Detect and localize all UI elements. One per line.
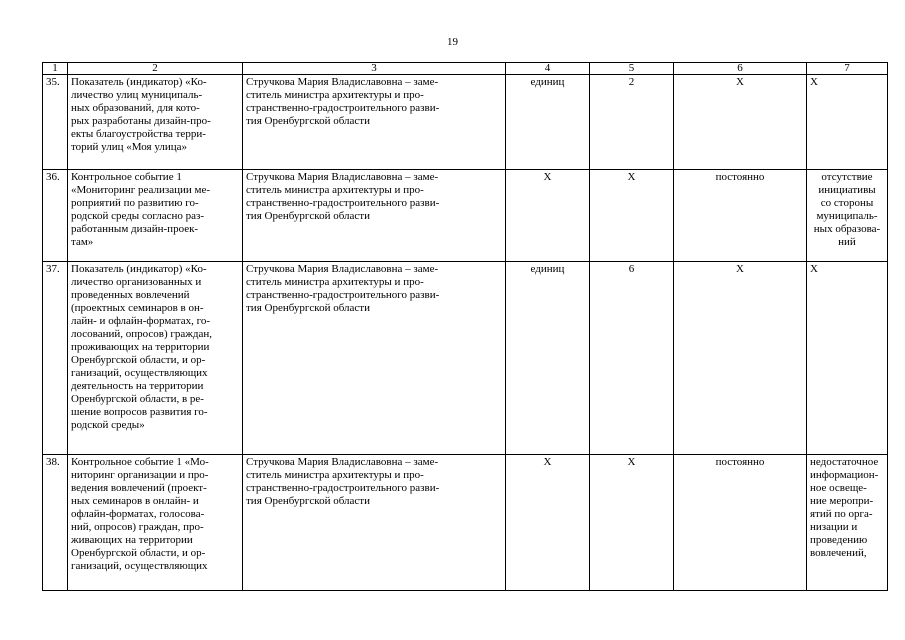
value-cell: X <box>590 170 674 262</box>
column-header: 1 <box>43 63 68 75</box>
risk-cell: X <box>807 262 888 455</box>
column-header: 3 <box>243 63 506 75</box>
table-row <box>43 75 888 170</box>
value-cell: 2 <box>590 75 674 170</box>
period-cell: X <box>674 75 807 170</box>
value-cell: X <box>590 455 674 591</box>
table-row <box>43 455 888 591</box>
item-description: Контрольное событие 1 «Мониторинг реализации ме- роприятий по развитию го- родской среды согласно раз- работанным дизайн-проек- там» <box>68 170 243 262</box>
period-cell: постоянно <box>674 170 807 262</box>
column-header: 6 <box>674 63 807 75</box>
risk-cell: отсутствие инициативы со стороны муниципаль- ных образова- ний <box>807 170 888 262</box>
unit-cell: единиц <box>506 262 590 455</box>
period-cell: постоянно <box>674 455 807 591</box>
risk-cell: недостаточное информацион- ное освеще- ние меропри- ятий по орга- низации и проведению вовлечений, <box>807 455 888 591</box>
item-description: Показатель (индикатор) «Ко- личество улиц муниципаль- ных образований, для кото- рых разработаны дизайн-про- екты благоустройства терри- торий улиц «Моя улица» <box>68 75 243 170</box>
document-table <box>42 62 888 591</box>
table-row <box>43 262 888 455</box>
responsible-person: Стручкова Мария Владиславовна – заме- ститель министра архитектуры и про- странственно-градостроительного разви- тия Оренбургской области <box>243 75 506 170</box>
table-header-row <box>43 63 888 75</box>
responsible-person: Стручкова Мария Владиславовна – заме- ститель министра архитектуры и про- странственно-градостроительного разви- тия Оренбургской области <box>243 170 506 262</box>
responsible-person: Стручкова Мария Владиславовна – заме- ститель министра архитектуры и про- странственно-градостроительного разви- тия Оренбургской области <box>243 455 506 591</box>
column-header: 5 <box>590 63 674 75</box>
table-row <box>43 170 888 262</box>
row-number: 36. <box>43 170 68 262</box>
responsible-person: Стручкова Мария Владиславовна – заме- ститель министра архитектуры и про- странственно-градостроительного разви- тия Оренбургской области <box>243 262 506 455</box>
column-header: 2 <box>68 63 243 75</box>
value-cell: 6 <box>590 262 674 455</box>
period-cell: X <box>674 262 807 455</box>
unit-cell: единиц <box>506 75 590 170</box>
item-description: Контрольное событие 1 «Мо- ниторинг организации и про- ведения вовлечений (проект- ных семинаров в онлайн- и офлайн-форматах, голосова- ний, опросов) граждан, про- живающих на территории Оренбургской области, и ор- ганизаций, осуществляющих <box>68 455 243 591</box>
unit-cell: X <box>506 170 590 262</box>
unit-cell: X <box>506 455 590 591</box>
row-number: 38. <box>43 455 68 591</box>
item-description: Показатель (индикатор) «Ко- личество организованных и проведенных вовлечений (проектных семинаров в он- лайн- и офлайн-форматах, го- лосований, опросов) граждан, проживающих на территории Оренбургской области, и ор- ганизаций, осуществляющих деятельность на территории Оренбургской области, в ре- шение вопросов развития го- родской среды» <box>68 262 243 455</box>
page-number: 19 <box>447 36 458 48</box>
column-header: 4 <box>506 63 590 75</box>
row-number: 37. <box>43 262 68 455</box>
column-header: 7 <box>807 63 888 75</box>
row-number: 35. <box>43 75 68 170</box>
risk-cell: X <box>807 75 888 170</box>
